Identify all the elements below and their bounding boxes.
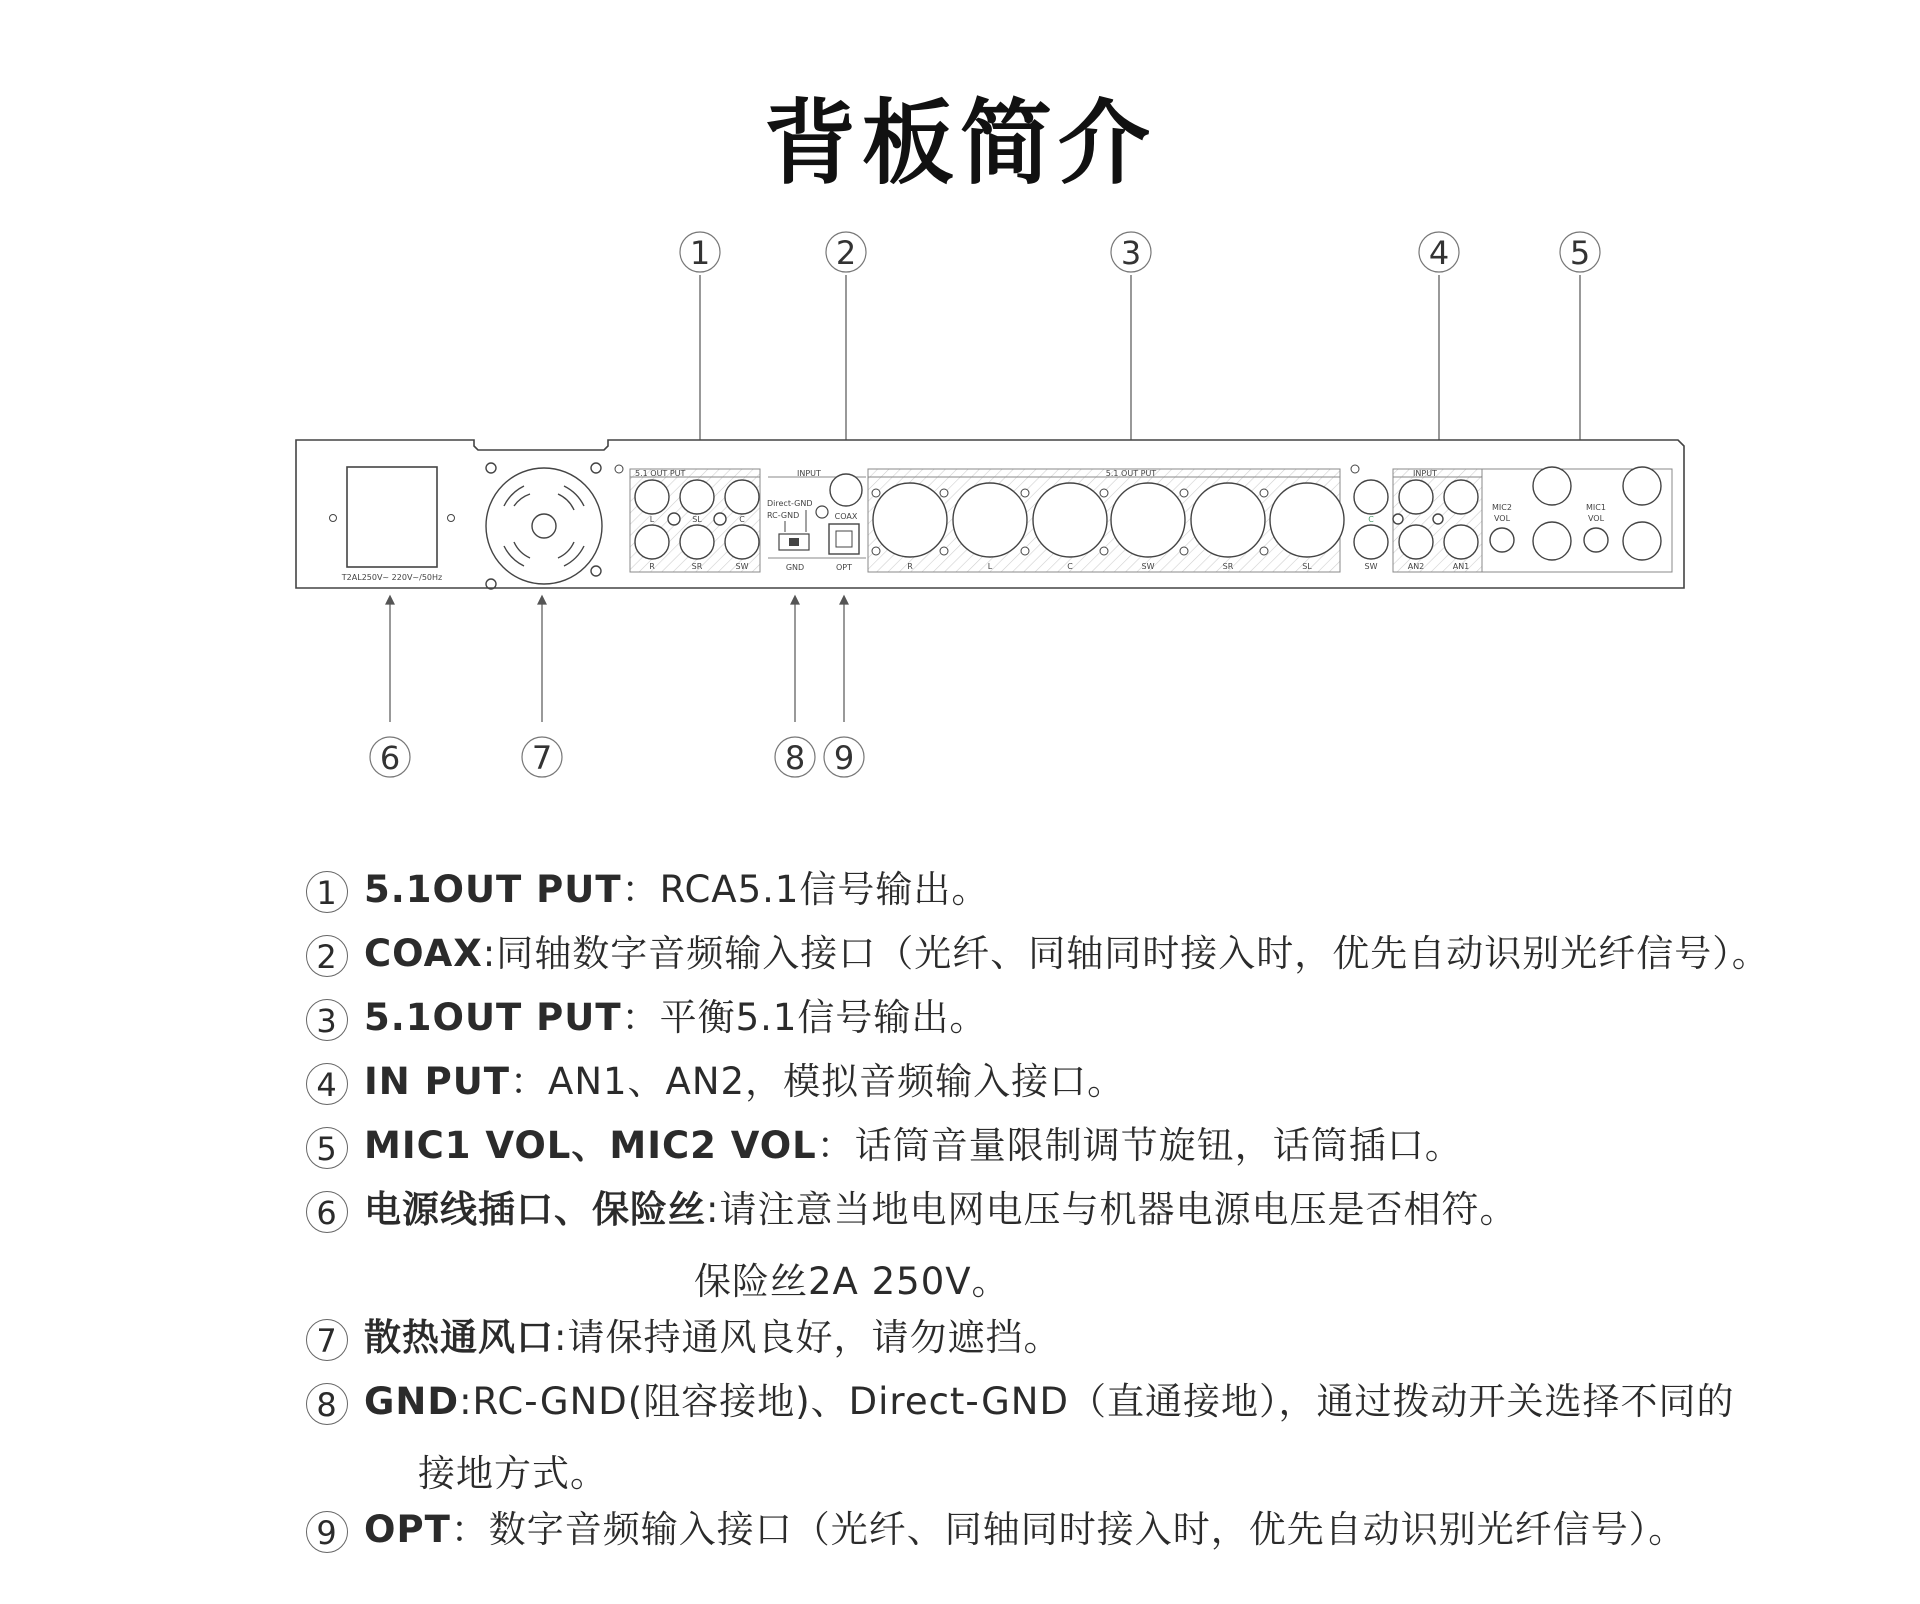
item-text: :同轴数字音频输入接口（光纤、同轴同时接入时，优先自动识别光纤信号）。 [482,932,1770,975]
item-key: COAX [364,932,483,975]
svg-text:AN2: AN2 [1407,562,1425,571]
svg-text:SW: SW [735,562,749,571]
desc-item-4 [306,1059,1125,1105]
svg-text:MIC2: MIC2 [1492,503,1512,512]
item-text: :RC-GND(阻容接地)、Direct-GND（直通接地），通过拨动开关选择不同的 [459,1380,1735,1423]
svg-text:VOL: VOL [1587,514,1605,523]
svg-text:C: C [1368,515,1374,524]
svg-text:C: C [739,515,745,524]
item-key: IN PUT [364,1060,511,1103]
svg-text:3: 3 [1120,234,1142,272]
desc-item-8 [306,1379,1734,1425]
svg-text:4: 4 [1428,234,1450,272]
item-text: ：RCA5.1信号输出。 [621,868,990,911]
power-socket [347,467,437,567]
rca-51-out-section [630,469,760,572]
callout-2 [826,232,866,272]
svg-text:AN1: AN1 [1452,562,1470,571]
item-number: 3 [306,999,348,1041]
svg-text:8: 8 [784,739,806,777]
svg-text:OPT: OPT [835,563,853,572]
callout-7 [522,737,562,777]
desc-item-6-continuation: 保险丝2A 250V。 [694,1260,1010,1303]
svg-text:SW: SW [1141,562,1155,571]
svg-text:C: C [1067,562,1073,571]
svg-text:COAX: COAX [834,512,858,521]
desc-item-5 [306,1123,1463,1169]
svg-text:L: L [649,515,655,524]
item-key: 电源线插口、保险丝 [364,1188,706,1231]
svg-text:2: 2 [835,234,857,272]
item-number: 7 [306,1319,348,1361]
item-text: ：话筒音量限制调节旋钮，话筒插口。 [816,1124,1463,1167]
svg-text:6: 6 [379,739,401,777]
callout-3 [1111,232,1151,272]
item-text: ：AN1、AN2，模拟音频输入接口。 [510,1060,1126,1103]
svg-text:MIC1: MIC1 [1586,503,1606,512]
callout-8 [775,737,815,777]
desc-item-7 [306,1315,1061,1361]
item-key: MIC1 VOL、MIC2 VOL [364,1124,817,1167]
item-number: 2 [306,935,348,977]
svg-text:SR: SR [691,562,703,571]
item-number: 1 [306,871,348,913]
callout-5 [1560,232,1600,272]
svg-text:R: R [907,562,913,571]
item-key: GND [364,1380,460,1423]
page-title: 背板简介 [763,90,1156,197]
power-label: T2AL250V~ 220V~/50Hz [341,573,443,582]
analog-input-section [1393,469,1484,572]
mic-section [1482,467,1672,572]
callout-1 [680,232,720,272]
desc-item-8-continuation: 接地方式。 [418,1452,608,1495]
callout-4 [1419,232,1459,272]
svg-text:Direct-GND: Direct-GND [767,499,813,508]
item-text: ：平衡5.1信号输出。 [621,996,988,1039]
item-key: 散热通风口 [364,1316,554,1359]
desc-item-2 [306,931,1770,977]
svg-text:SL: SL [692,515,702,524]
item-number: 4 [306,1063,348,1105]
svg-text:5.1 OUT PUT: 5.1 OUT PUT [1105,469,1157,478]
item-text: :请注意当地电网电压与机器电源电压是否相符。 [706,1188,1518,1231]
item-key: OPT [364,1508,451,1551]
svg-text:7: 7 [531,739,553,777]
item-key: 5.1OUT PUT [364,868,622,911]
svg-text:1: 1 [689,234,711,272]
callout-6 [370,737,410,777]
item-number: 5 [306,1127,348,1169]
rear-panel-diagram [0,0,1920,800]
svg-text:R: R [649,562,655,571]
desc-item-6 [306,1187,1517,1233]
item-text: :请保持通风良好，请勿遮挡。 [554,1316,1062,1359]
svg-text:SL: SL [1302,562,1312,571]
desc-item-3 [306,995,987,1041]
desc-item-1 [306,867,989,913]
xlr-51-out-section [868,465,1388,572]
svg-text:SR: SR [1222,562,1234,571]
item-key: 5.1OUT PUT [364,996,622,1039]
svg-text:5: 5 [1569,234,1591,272]
item-number: 6 [306,1191,348,1233]
svg-text:RC-GND: RC-GND [767,511,800,520]
svg-text:GND: GND [785,563,805,572]
svg-text:INPUT: INPUT [797,469,821,478]
svg-text:L: L [987,562,993,571]
callout-9 [824,737,864,777]
svg-text:VOL: VOL [1493,514,1511,523]
svg-text:9: 9 [833,739,855,777]
item-number: 9 [306,1511,348,1553]
svg-text:SW: SW [1364,562,1378,571]
svg-text:5.1 OUT PUT: 5.1 OUT PUT [635,469,686,478]
item-number: 8 [306,1383,348,1425]
desc-item-9 [306,1507,1686,1553]
svg-text:INPUT: INPUT [1413,469,1437,478]
item-text: ：数字音频输入接口（光纤、同轴同时接入时，优先自动识别光纤信号）。 [450,1508,1687,1551]
